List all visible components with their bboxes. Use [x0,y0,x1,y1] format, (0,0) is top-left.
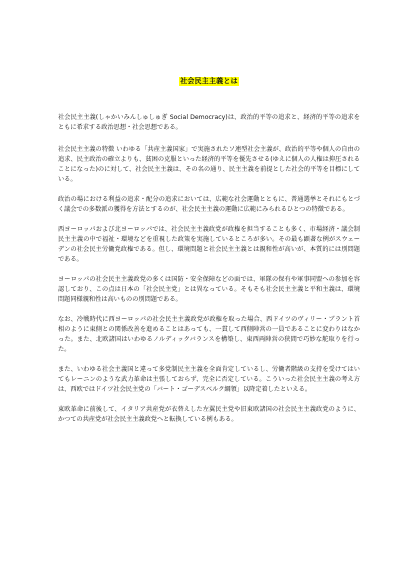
paragraph-8: 東欧革命に前後して、イタリア共産党が衣替えした左翼民主党や旧東欧諸国の社会民主主義政党のように、かつての共産党が社会民主主義政党へと転換している例もある。 [58,406,360,423]
paragraph-2: 社会民主主義の特徴 いわゆる「共産主義国家」で実施されたソ連型社会主義が、政治的平等や個人の自由の追求、民主政治の確立よりも、貧困の克服といった経済的平等を優先させる(ゆえに個人の人権は抑圧されることになった)のに対して、社会民主主義は、その名の通り、民主主義を前提とした社会的平等を目標にしている。 [58,146,360,183]
paragraph-1: 社会民主主義(しゃかいみんしゅしゅぎ Social Democracy)は、政治的平等の追求と、経済的平等の追求をともに希求する政治思想・社会思想である。 [58,114,360,131]
title-wrapper [58,68,360,87]
paragraph-5: ヨーロッパの社会民主主義政党の多くは国防・安全保障などの面では、軍隊の保有や軍事同盟への参加を容認しており、この点は日本の「社会民主党」とは異なっている。そもそも社会民主主義と平和主義は、環境問題同様親和性は高いものの別問題である。 [58,276,360,303]
paragraph-4: 西ヨーロッパおよび北ヨーロッパでは、社会民主主義政党が政権を担当することも多く、市場経済・議会制民主主義の中で福祉・環境などを重視した政策を実施しているところが多い。その最も顕著な例がスウェーデンの社会民主労働党政権である。但し、環境問題と社会民主主義とは親和性が高いが、本質的には別問題である。 [58,226,360,263]
paragraph-7: また、いわゆる社会主義国と違って多党制民主主義を全面肯定しているし、労働者階級の支持を受けてはいてもレーニンのような武力革命は主張しておらず、完全に否定している。こういった社会民主主義の考え方は、西欧ではドイツ社会民主党の「バート・ゴーデスベルク綱領」以降定着したといえる。 [58,366,360,393]
paragraph-3: 政治の場における利益の追求・配分の追求においては、広範な社会運動とともに、普通選挙とそれにもとづく議会での多数派の獲得を方法とするのが、社会民主主義の運動に広範にみられるひとつの特徴である。 [58,196,360,213]
paragraph-6: なお、冷戦時代に西ヨーロッパの社会民主主義政党が政権を取った場合、西ドイツのヴィリー・ブラント首相のように東側との関係改善を進めることはあっても、一貫して西側陣営の一員であることに変わりはなかった。また、北欧諸国はいわゆるノルディックバランスを構築し、東西両陣営の狭間で巧妙な舵取りを行った。 [58,316,360,353]
document-title: 社会民主主義とは [180,77,238,85]
